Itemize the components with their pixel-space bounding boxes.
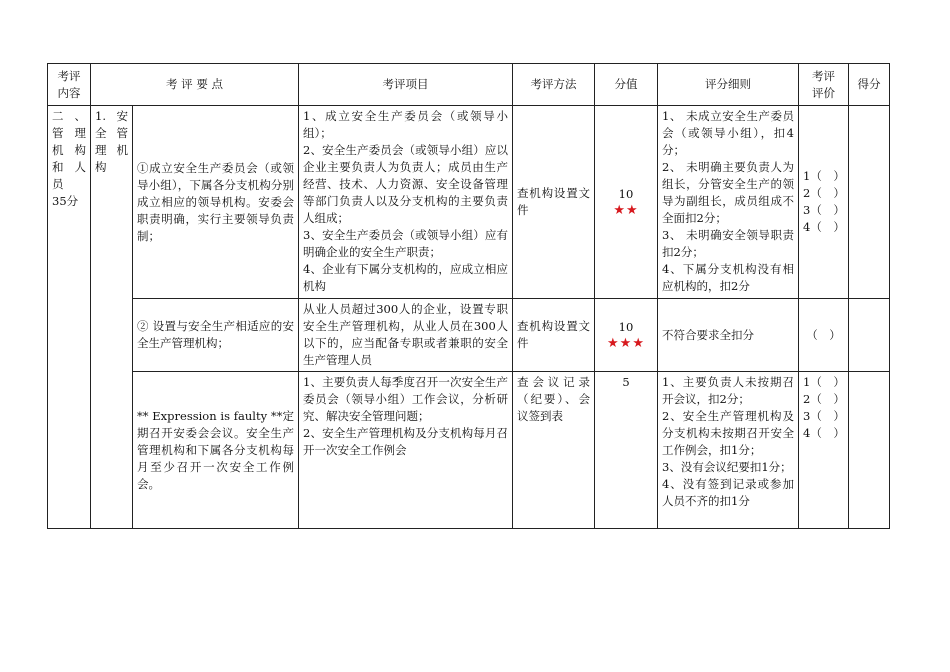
header-method: 考评方法	[513, 64, 595, 106]
point-cell: ①成立安全生产委员会（或领导小组），下属各分支机构分别成立相应的领导机构。安委会职责明确，实行主要领导负责制；	[133, 106, 299, 299]
evaluation-item: 2（ ）	[803, 186, 845, 200]
point-cell: ② 设置与安全生产相适应的安全生产管理机构；	[133, 299, 299, 372]
table-row	[48, 299, 890, 372]
evaluation-item: 4（ ）	[803, 220, 845, 234]
rule-line: 4、下属分支机构没有相应机构的，扣2分	[662, 262, 794, 293]
header-content: 考评 内容	[48, 64, 91, 106]
score-cell	[595, 372, 658, 529]
rule-line: 1、 未成立安全生产委员会（或领导小组），扣4分；	[662, 109, 794, 157]
evaluation-item: 4（ ）	[803, 426, 845, 440]
rule-line: 3、没有会议纪要扣1分；	[662, 460, 792, 474]
header-result: 得分	[849, 64, 890, 106]
result-cell	[849, 299, 890, 372]
evaluation-cell	[799, 372, 849, 529]
method-cell: 查机构设置文件	[513, 106, 595, 299]
header-points: 考 评 要 点	[91, 64, 299, 106]
method-cell: 查会议记录（纪要）、会议签到表	[513, 372, 595, 529]
evaluation-item: 3（ ）	[803, 203, 845, 217]
score-value: 10	[618, 186, 634, 201]
evaluation-item: 1（ ）	[803, 375, 845, 389]
star-rating-icon: ★★★	[607, 335, 645, 351]
items-cell	[299, 372, 513, 529]
score-cell	[595, 299, 658, 372]
rule-line: 1、主要负责人未按期召开会议，扣2分；	[662, 375, 794, 406]
evaluation-item: 2（ ）	[803, 392, 845, 406]
item-line: 1、成立安全生产委员会（或领导小组）；	[303, 109, 508, 140]
subcategory-cell: 1.安全管理机构	[91, 106, 133, 529]
header-items: 考评项目	[299, 64, 513, 106]
point-cell: ** Expression is faulty **定期召开安委会会议。安全生产管理机构和下属各分支机构每月至少召开一次安全工作例会。	[133, 372, 299, 529]
rule-line: 4、没有签到记录或参加人员不齐的扣1分	[662, 477, 794, 508]
header-score: 分值	[595, 64, 658, 106]
rule-line: 3、 未明确安全领导职责扣2分；	[662, 228, 794, 259]
table-row	[48, 372, 890, 529]
evaluation-cell	[799, 106, 849, 299]
items-cell	[299, 299, 513, 372]
header-evaluation: 考评 评价	[799, 64, 849, 106]
rules-cell	[658, 106, 799, 299]
item-line: 4、企业有下属分支机构的，应成立相应机构	[303, 262, 508, 293]
result-cell	[849, 106, 890, 299]
rules-cell	[658, 299, 799, 372]
evaluation-item: （ ）	[806, 327, 841, 342]
evaluation-item: 3（ ）	[803, 409, 845, 423]
item-line: 从业人员超过300人的企业，设置专职安全生产管理机构，从业人员在300人以下的，应当配备专职或者兼职的安全生产管理人员	[303, 302, 508, 367]
score-value: 10	[618, 319, 634, 334]
header-row	[48, 64, 890, 106]
evaluation-cell	[799, 299, 849, 372]
star-rating-icon: ★★	[613, 202, 639, 218]
score-cell	[595, 106, 658, 299]
category-cell: 二、管理机构和人员 35分	[48, 106, 91, 529]
item-line: 2、安全生产委员会（或领导小组）应以企业主要负责人为负责人；成员由生产经营、技术、人力资源、安全设备管理等部门负责人以及分支机构的主要负责人组成；	[303, 143, 508, 225]
rule-line: 不符合要求全扣分	[662, 327, 754, 342]
item-line: 2、安全生产管理机构及分支机构每月召开一次安全工作例会	[303, 426, 508, 457]
rule-line: 2、安全生产管理机构及分支机构未按期召开安全工作例会，扣1分；	[662, 409, 794, 457]
method-cell: 查机构设置文件	[513, 299, 595, 372]
item-line: 3、安全生产委员会（或领导小组）应有明确企业的安全生产职责；	[303, 228, 508, 259]
table-row	[48, 106, 890, 299]
header-rules: 评分细则	[658, 64, 799, 106]
result-cell	[849, 372, 890, 529]
item-line: 1、主要负责人每季度召开一次安全生产委员会（领导小组）工作会议，分析研究、解决安全管理问题；	[303, 375, 508, 423]
rules-cell	[658, 372, 799, 529]
items-cell	[299, 106, 513, 299]
rule-line: 2、 未明确主要负责人为组长，分管安全生产的领导为副组长，成员组成不全面扣2分；	[662, 160, 794, 225]
evaluation-table	[47, 63, 890, 529]
evaluation-item: 1（ ）	[803, 169, 845, 183]
score-value: 5	[622, 375, 630, 389]
